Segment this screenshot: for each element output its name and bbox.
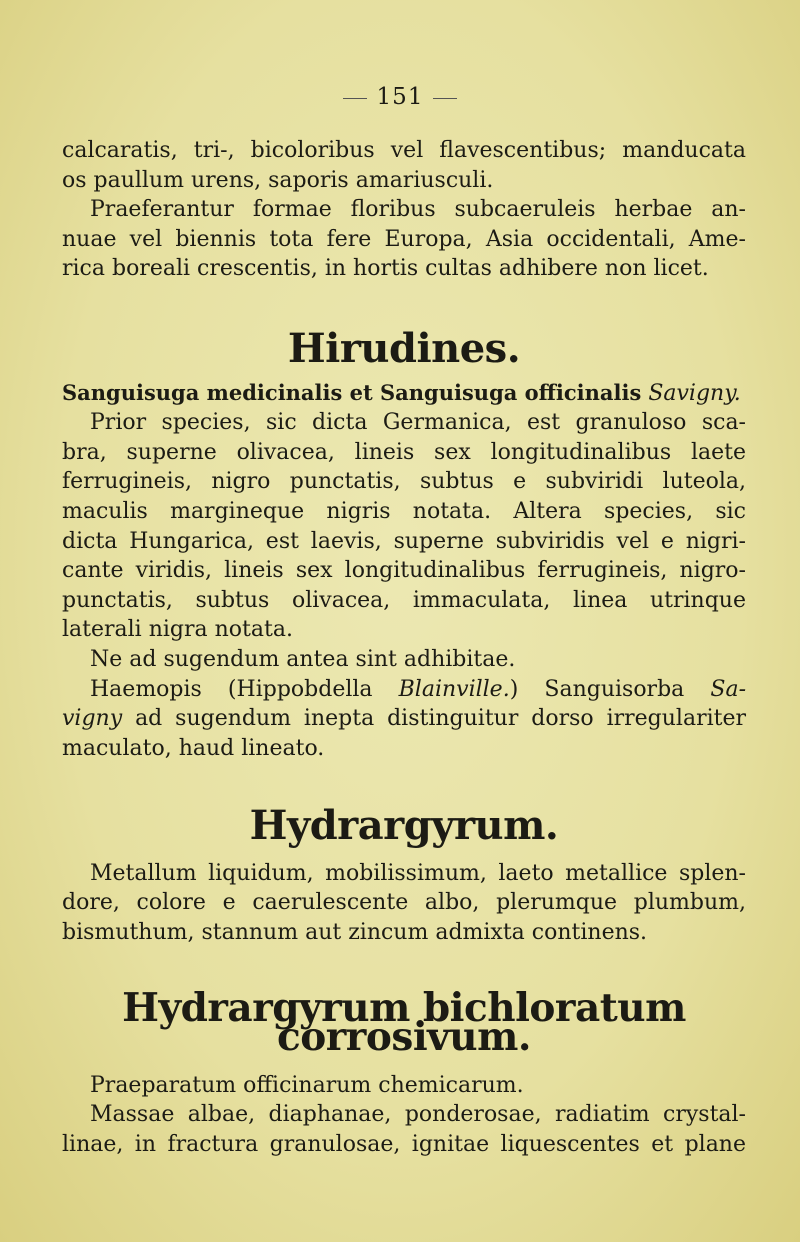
text-line: Massae albae, diaphanae, ponderosae, radiatim crystal- [90, 1102, 746, 1128]
header-rule-right [433, 98, 457, 99]
section-heading-hydrargyrum: Hydrargyrum. [249, 802, 559, 850]
text-span: ad sugendum inepta distinguitur dorso irregulariter [122, 706, 746, 732]
page-number: 151 [376, 84, 424, 110]
text-line: dicta Hungarica, est laevis, superne subviridis vel e nigri- [62, 528, 746, 554]
page-header [0, 84, 800, 110]
text-line: bismuthum, stannum aut zincum admixta continens. [62, 920, 648, 946]
text-span: Haemopis (Hippobdella [90, 676, 399, 702]
text-line: Praeferantur formae floribus subcaeruleis herbae an- [90, 197, 746, 223]
species-subhead [62, 378, 746, 409]
text-line: nuae vel biennis tota fere Europa, Asia occidentali, Ame- [62, 226, 746, 252]
text-line: calcaratis, tri-, bicoloribus vel flavescentibus; manducata [62, 138, 746, 163]
text-line: dore, colore e caerulescente albo, plerumque plumbum, [62, 890, 746, 916]
text-line: linae, in fractura granulosae, ignitae liquescentes et plane [62, 1132, 746, 1158]
intro-paragraph [62, 136, 746, 284]
text-line: ferrugineis, nigro punctatis, subtus e subviridi luteola, [62, 469, 746, 495]
text-line: bra, superne olivacea, lineis sex longitudinalibus laete [62, 439, 746, 465]
text-line: cante viridis, lineis sex longitudinalibus ferrugineis, nigro- [62, 558, 746, 584]
text-span: ) Sanguisorba [509, 676, 711, 702]
author-italic: Blainville. [398, 676, 510, 702]
section-heading-hirudines: Hirudines. [287, 324, 521, 372]
haemopis-line-1 [62, 675, 746, 705]
text-line: punctatis, subtus olivacea, immaculata, linea utrinque [62, 587, 746, 613]
section-heading-bichloratum: Hydrargyrum bichloratum corrosivum. [122, 984, 686, 1061]
subhead-names: Sanguisuga medicinalis et Sanguisuga officinalis [62, 379, 642, 405]
text-line: Metallum liquidum, mobilissimum, laeto metallice splen- [90, 860, 746, 886]
text-line: laterali nigra notata. [62, 617, 293, 643]
hirudines-note: Ne ad sugendum antea sint adhibitae. [90, 646, 516, 672]
bichloratum-note: Praeparatum officinarum chemicarum. [90, 1072, 524, 1098]
bichloratum-description [62, 1100, 746, 1159]
haemopis-line-3: maculato, haud lineato. [62, 735, 325, 761]
author-italic: Sa- [710, 676, 746, 702]
author-italic: vigny [62, 706, 123, 732]
hirudines-description [62, 408, 746, 645]
text-line: maculis margineque nigris notata. Altera species, sic [62, 498, 746, 524]
hydrargyrum-description [62, 859, 746, 948]
text-line: os paullum urens, saporis amariusculi. [62, 167, 494, 193]
header-rule-left [343, 98, 367, 99]
body-text [62, 136, 746, 1160]
text-line: Prior species, sic dicta Germanica, est granuloso sca- [90, 410, 746, 436]
subhead-author: Savigny. [648, 380, 741, 406]
haemopis-line-2 [62, 704, 746, 734]
text-line: rica boreali crescentis, in hortis cultas adhibere non licet. [62, 256, 709, 282]
